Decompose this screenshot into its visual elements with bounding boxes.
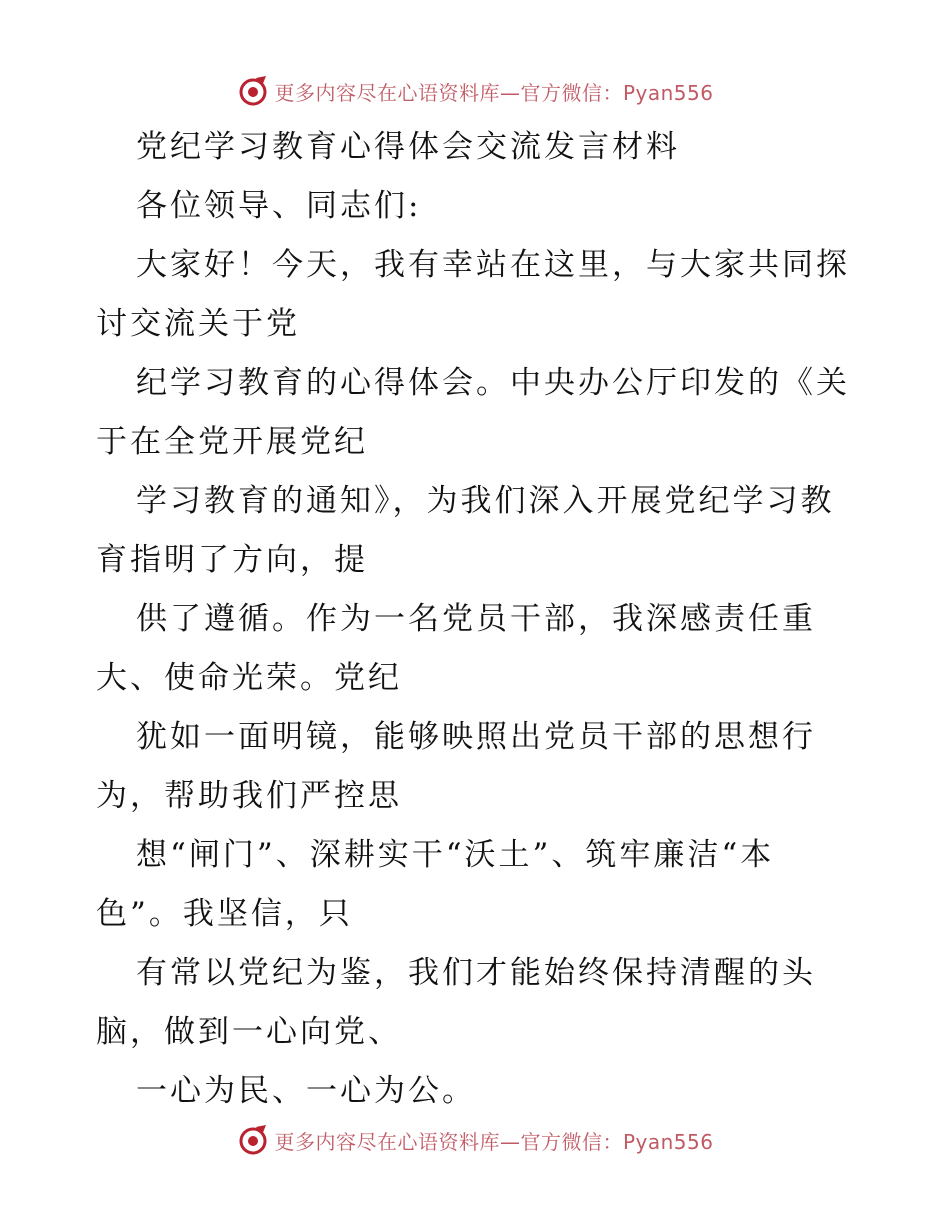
- logo-icon: [236, 1123, 270, 1157]
- paragraph-3: [96, 472, 866, 590]
- paragraph-line: 犹如一面明镜，能够映照出党员干部的思想行: [136, 719, 816, 755]
- paragraph-line: 于在全党开展党纪: [96, 424, 368, 460]
- paragraph-line: 讨交流关于党: [96, 306, 300, 342]
- paragraph-line: 脑，做到一心向党、: [96, 1014, 402, 1050]
- document-title: 党纪学习教育心得体会交流发言材料: [136, 129, 680, 165]
- document-body: [96, 118, 866, 1121]
- paragraph-line: 大、使命光荣。党纪: [96, 660, 402, 696]
- paragraph-line: 有常以党纪为鉴，我们才能始终保持清醒的头: [136, 955, 816, 991]
- paragraph-8: [96, 1062, 866, 1121]
- greeting: 各位领导、同志们:: [136, 188, 422, 224]
- paragraph-2: [96, 354, 866, 472]
- watermark-text: 更多内容尽在心语资料库—官方微信：Pyan556: [274, 80, 714, 105]
- footer-watermark: [0, 1120, 950, 1160]
- logo-icon: [236, 74, 270, 108]
- paragraph-4: [96, 590, 866, 708]
- paragraph-line: 学习教育的通知》，为我们深入开展党纪学习教: [136, 483, 835, 519]
- paragraph-5: [96, 708, 866, 826]
- paragraph-line: 育指明了方向，提: [96, 542, 368, 578]
- paragraph-line: 色”。我坚信，只: [96, 896, 353, 932]
- watermark-text: 更多内容尽在心语资料库—官方微信：Pyan556: [274, 1129, 714, 1154]
- header-watermark: [0, 71, 950, 111]
- paragraph-line: 一心为民、一心为公。: [136, 1073, 476, 1109]
- paragraph-line: 纪学习教育的心得体会。中央办公厅印发的《关: [136, 365, 850, 401]
- paragraph-6: [96, 826, 866, 944]
- paragraph-line: 为，帮助我们严控思: [96, 778, 402, 814]
- paragraph-1: [96, 236, 866, 354]
- paragraph-line: 大家好！今天，我有幸站在这里，与大家共同探: [136, 247, 850, 283]
- paragraph-7: [96, 944, 866, 1062]
- paragraph-line: 供了遵循。作为一名党员干部，我深感责任重: [136, 601, 816, 637]
- paragraph-line: 想“闸门”、深耕实干“沃土”、筑牢廉洁“本: [136, 837, 775, 873]
